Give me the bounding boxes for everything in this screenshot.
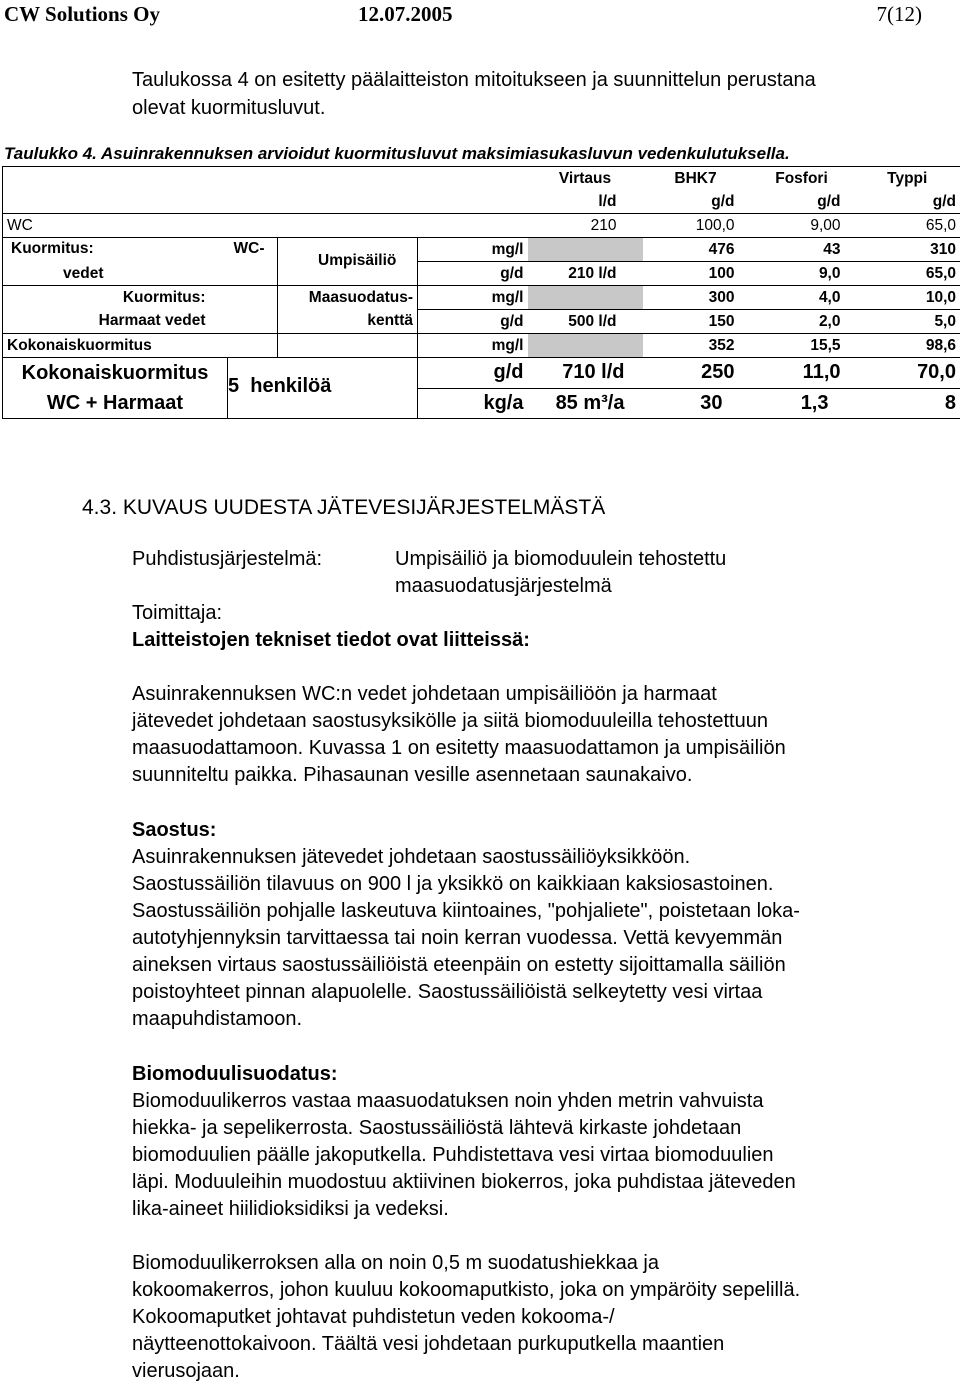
table-cell bbox=[528, 286, 643, 310]
text-line: aineksen virtaus saostussäiliöistä eteenpäin on estetty sijoittamalla säiliön bbox=[132, 954, 786, 976]
table-row bbox=[3, 358, 960, 389]
system-value bbox=[395, 546, 726, 600]
table-caption: Taulukko 4. Asuinrakennuksen arvioidut kuormitusluvut maksimiasukasluvun vedenkulutuksella. bbox=[4, 144, 790, 163]
table-cell: 5,0 bbox=[855, 310, 960, 334]
tech-note: Laitteistojen tekniset tiedot ovat liitteissä: bbox=[132, 629, 530, 651]
table-cell: 100 bbox=[643, 262, 749, 286]
text-line: autotyhjennyksin tarvittaessa tai noin kerran vuodessa. Vettä kevyemmän bbox=[132, 927, 783, 949]
system-block bbox=[132, 546, 322, 573]
saostus-heading: Saostus: bbox=[132, 819, 217, 841]
saostus-section bbox=[132, 817, 932, 1033]
col-header: Typpi bbox=[855, 167, 960, 191]
text-line: jätevedet johdetaan saostusyksikölle ja siitä biomoduuleilla tehostettuun bbox=[132, 710, 768, 732]
unit-cell: mg/l bbox=[418, 286, 528, 310]
text-line: Biomoduulikerroksen alla on noin 0,5 m suodatushiekkaa ja bbox=[132, 1252, 659, 1274]
row-label: vedet bbox=[63, 265, 104, 282]
table-cell: 500 l/d bbox=[528, 310, 643, 334]
table-cell: 65,0 bbox=[855, 214, 960, 238]
system-value-line: Umpisäiliö ja biomoduulein tehostettu bbox=[395, 548, 727, 570]
table-cell: 98,6 bbox=[855, 334, 960, 358]
text-line: Asuinrakennuksen jätevedet johdetaan saostussäiliöyksikköön. bbox=[132, 846, 691, 868]
text-line: Asuinrakennuksen WC:n vedet johdetaan umpisäiliöön ja harmaat bbox=[132, 683, 717, 705]
unit-cell: g/d bbox=[418, 358, 528, 389]
device-label: Maasuodatus- bbox=[278, 286, 418, 310]
table-cell: 710 l/d bbox=[528, 358, 643, 389]
text-line: Biomoduulikerros vastaa maasuodatuksen noin yhden metrin vahvuista bbox=[132, 1090, 764, 1112]
col-header: BHK7 bbox=[643, 167, 749, 191]
text-line: maapuhdistamoon. bbox=[132, 1008, 303, 1030]
text-line: hiekka- ja sepelikerrosta. Saostussäiliöstä lähtevä kirkaste johdetaan bbox=[132, 1117, 742, 1139]
unit-cell: mg/l bbox=[418, 238, 528, 262]
text-line: biomoduulien päälle jakoputkella. Puhdistettava vesi virtaa biomoduulien bbox=[132, 1144, 774, 1166]
table-cell: 476 bbox=[643, 238, 749, 262]
row-label: WC + Harmaat bbox=[3, 388, 228, 419]
unit-cell: g/d bbox=[418, 262, 528, 286]
text-line: suunniteltu paikka. Pihasaunan vesille asennetaan saunakaivo. bbox=[132, 764, 693, 786]
row-label: WC- bbox=[233, 240, 265, 257]
col-header: Fosfori bbox=[749, 167, 855, 191]
row-label: Kokonaiskuormitus bbox=[3, 358, 228, 389]
table-cell: 65,0 bbox=[855, 262, 960, 286]
text-line: vierusojaan. bbox=[132, 1360, 240, 1382]
section-heading: 4.3. KUVAUS UUDESTA JÄTEVESIJÄRJESTELMÄSTÄ bbox=[82, 496, 606, 519]
system-value-line: maasuodatusjärjestelmä bbox=[395, 575, 612, 597]
table-row bbox=[3, 334, 960, 358]
table-row bbox=[3, 262, 960, 286]
table-cell: 1,3 bbox=[749, 388, 855, 419]
table-cell bbox=[528, 238, 643, 262]
kuorm-wc-label bbox=[3, 238, 228, 282]
table-row bbox=[3, 310, 960, 334]
load-table bbox=[2, 166, 960, 419]
col-header: Virtaus bbox=[528, 167, 643, 191]
paragraph-final bbox=[132, 1250, 932, 1385]
unit-cell: mg/l bbox=[418, 334, 528, 358]
table-cell: 100,0 bbox=[643, 214, 749, 238]
biomoduuli-section bbox=[132, 1061, 932, 1223]
text-line: kokoomakerros, johon kuuluu kokoomaputkisto, joka on ympäröity sepelillä. bbox=[132, 1279, 801, 1301]
unit-cell: g/d bbox=[418, 310, 528, 334]
table-cell: 8 bbox=[855, 388, 960, 419]
device-label: kenttä bbox=[278, 310, 418, 334]
table-cell: 310 bbox=[855, 238, 960, 262]
col-unit: g/d bbox=[711, 192, 735, 210]
device-cell bbox=[278, 238, 418, 269]
system-label: Puhdistusjärjestelmä: bbox=[132, 548, 323, 570]
table-cell: 250 bbox=[643, 358, 749, 389]
table-unit-row bbox=[3, 190, 960, 214]
table-cell bbox=[528, 334, 643, 358]
table-cell: 210 bbox=[528, 214, 643, 238]
table-cell: 2,0 bbox=[749, 310, 855, 334]
biomoduuli-heading: Biomoduulisuodatus: bbox=[132, 1063, 338, 1085]
table-row bbox=[3, 388, 960, 419]
table-cell: 210 l/d bbox=[528, 262, 643, 286]
table-cell: 11,0 bbox=[749, 358, 855, 389]
persons-label: 5 henkilöä bbox=[228, 375, 332, 397]
device-label: Umpisäiliö bbox=[318, 252, 397, 269]
col-unit: g/d bbox=[855, 190, 960, 214]
col-unit: l/d bbox=[598, 192, 617, 210]
table-cell: 30 bbox=[643, 388, 749, 419]
table-cell: 150 bbox=[643, 310, 749, 334]
text-line: lika-aineet hiilidioksidiksi ja vedeksi. bbox=[132, 1198, 449, 1220]
table-cell: 70,0 bbox=[855, 358, 960, 389]
document-date: 12.07.2005 bbox=[358, 2, 453, 26]
row-label: Kuormitus: bbox=[3, 286, 228, 310]
table-cell: 9,0 bbox=[749, 262, 855, 286]
table-cell: 43 bbox=[749, 238, 855, 262]
text-line: läpi. Moduuleihin muodostuu aktiivinen biokerros, joka puhdistaa jäteveden bbox=[132, 1171, 796, 1193]
page-number: 7(12) bbox=[876, 2, 922, 26]
table-cell: 10,0 bbox=[855, 286, 960, 310]
row-label: Kuormitus: bbox=[11, 240, 94, 257]
table-cell: 85 m³/a bbox=[528, 388, 643, 419]
table-cell: 300 bbox=[643, 286, 749, 310]
text-line: Kokoomaputket johtavat puhdistetun veden kokooma-/ bbox=[132, 1306, 615, 1328]
unit-cell: kg/a bbox=[418, 388, 528, 419]
text-line: poistoyhteet pinnan alapuolelle. Saostussäiliöistä selkeytetty vesi virtaa bbox=[132, 981, 763, 1003]
company-name: CW Solutions Oy bbox=[4, 2, 160, 26]
table-cell: 9,00 bbox=[749, 214, 855, 238]
text-line: Saostussäiliön tilavuus on 900 l ja yksikkö on kaikkiaan kaksiosastoinen. bbox=[132, 873, 774, 895]
text-line: Saostussäiliön pohjalle laskeutuva kiintoaines, "pohjaliete", poistetaan loka- bbox=[132, 900, 800, 922]
table-cell: 15,5 bbox=[749, 334, 855, 358]
table-row bbox=[3, 286, 960, 310]
text-line: maasuodattamoon. Kuvassa 1 on esitetty maasuodattamon ja umpisäiliön bbox=[132, 737, 786, 759]
paragraph-intro bbox=[132, 681, 932, 789]
table-cell: 4,0 bbox=[749, 286, 855, 310]
text-line: näytteenottokaivoon. Täältä vesi johdetaan purkuputkella maantien bbox=[132, 1333, 725, 1355]
table-cell: 352 bbox=[643, 334, 749, 358]
table-header-row bbox=[3, 167, 960, 191]
row-label: WC bbox=[3, 214, 528, 238]
supplier-label: Toimittaja: bbox=[132, 602, 223, 624]
wc-label-cell bbox=[228, 238, 278, 262]
page-header bbox=[0, 0, 960, 30]
row-label: Harmaat vedet bbox=[3, 310, 228, 334]
row-label: Kokonaiskuormitus bbox=[3, 334, 278, 358]
col-unit: g/d bbox=[817, 192, 841, 210]
table-row bbox=[3, 238, 960, 262]
intro-paragraph: Taulukossa 4 on esitetty päälaitteiston mitoitukseen ja suunnittelun perustana olevat kuormitusluvut. bbox=[132, 69, 816, 119]
table-row bbox=[3, 214, 960, 238]
